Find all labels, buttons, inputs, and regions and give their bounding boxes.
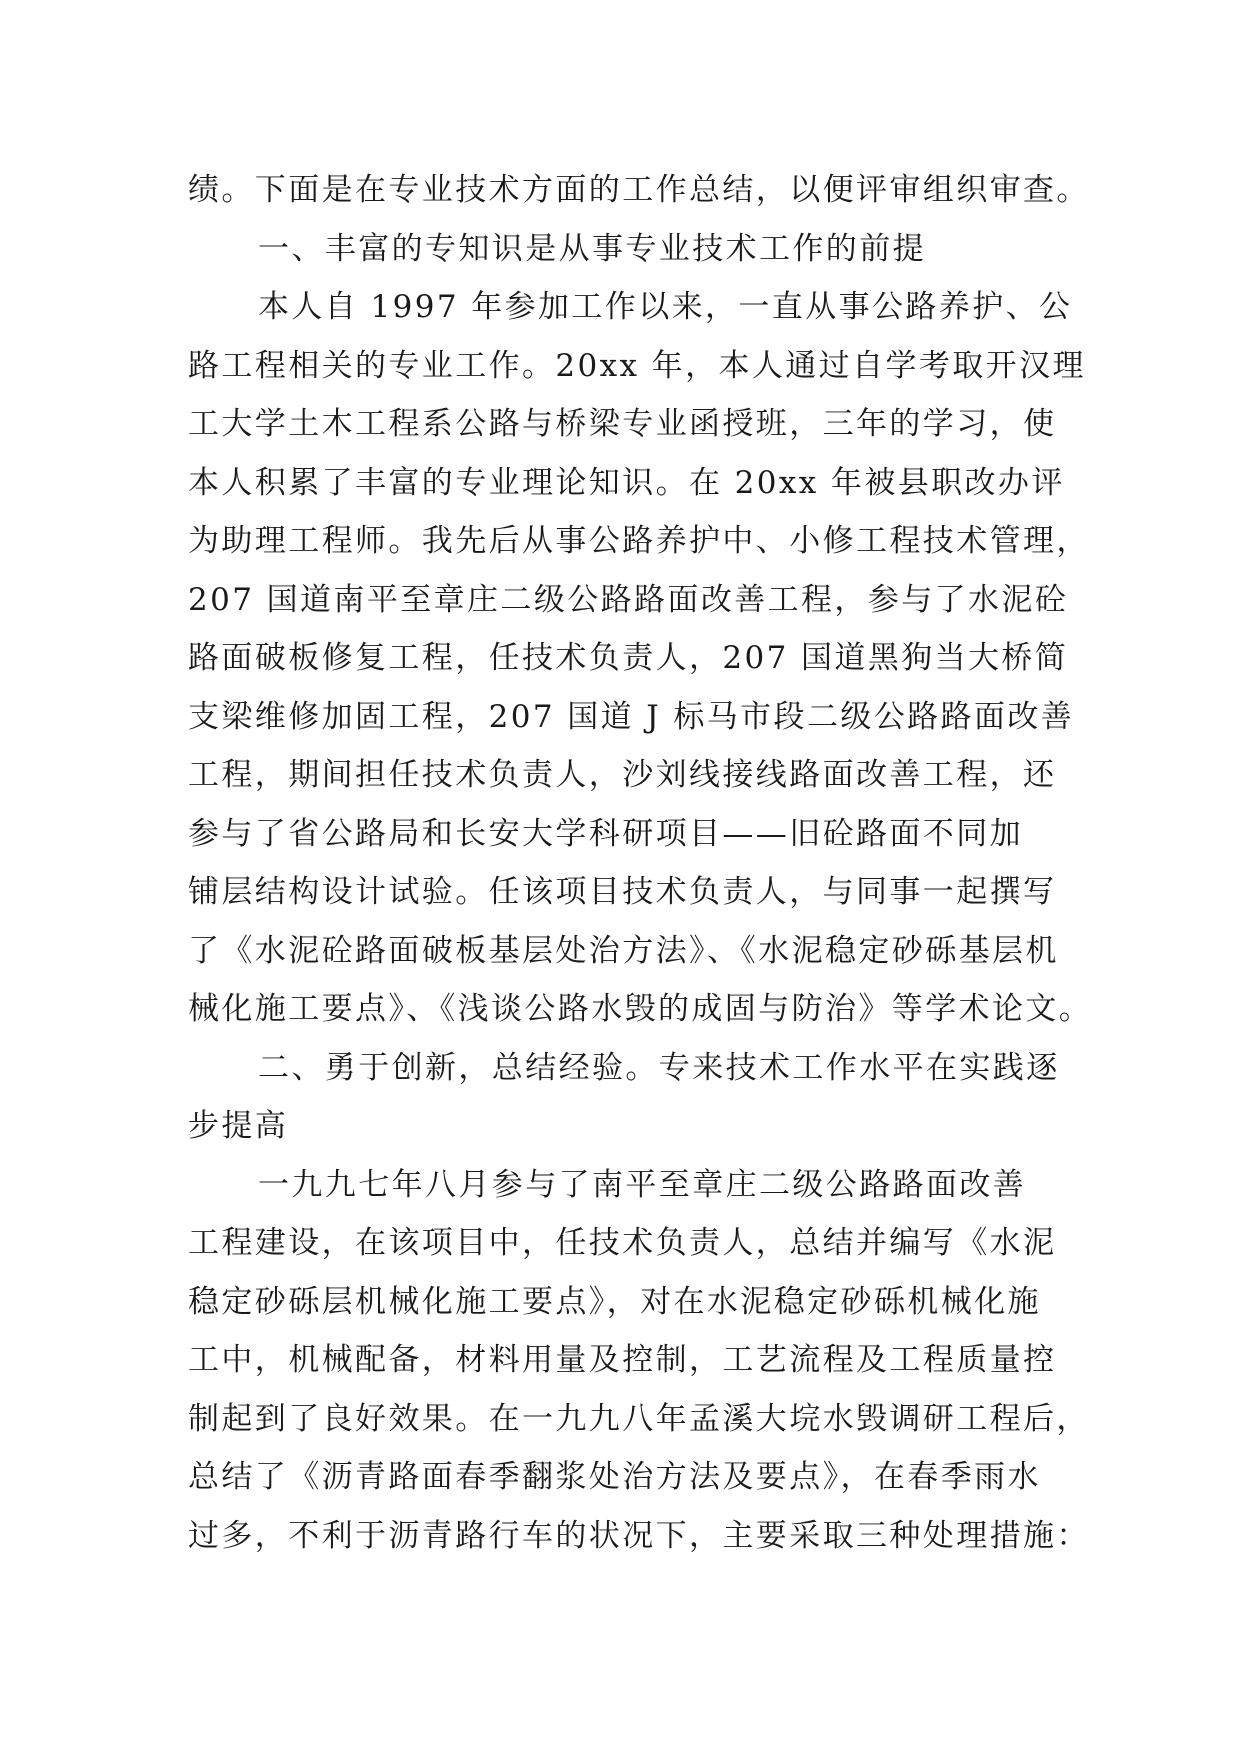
text-line: 为助理工程师。我先后从事公路养护中、小修工程技术管理，	[188, 523, 1090, 559]
text-line: 工大学土木工程系公路与桥梁专业函授班，三年的学习，使	[188, 406, 1057, 442]
text-line: 制起到了良好效果。在一九九八年孟溪大垸水毁调研工程后，	[188, 1400, 1090, 1437]
text-line: 本人自 1997 年参加工作以来，一直从事公路养护、公	[258, 289, 1073, 325]
section-heading-1: 一、丰富的专知识是从事专业技术工作的前提	[258, 230, 926, 267]
text-line: 207 国道南平至章庄二级公路路面改善工程，参与了水泥砼	[188, 581, 1069, 618]
text-line: 支梁维修加固工程，207 国道 J 标马市段二级公路路面改善	[188, 698, 1075, 735]
text-line: 械化施工要点》、《浅谈公路水毁的成固与防治》等学术论文。	[188, 991, 1093, 1027]
text-line: 总结了《沥青路面春季翻浆处治方法及要点》，在春季雨水	[188, 1459, 1041, 1495]
text-line: 一九九七年八月参与了南平至章庄二级公路路面改善	[258, 1166, 1027, 1203]
text-line: 过多，不利于沥青路行车的状况下，主要采取三种处理措施：	[188, 1517, 1090, 1554]
text-line: 绩。下面是在专业技术方面的工作总结，以便评审组织审查。	[188, 172, 1090, 208]
text-line: 参与了省公路局和长安大学科研项目——旧砼路面不同加	[188, 815, 1023, 852]
text-line: 路工程相关的专业工作。20xx 年，本人通过自学考取开汉理	[188, 347, 1086, 384]
text-line: 工程建设，在该项目中，任技术负责人，总结并编写《水泥	[188, 1225, 1057, 1261]
section-heading-2-continued: 步提高	[188, 1108, 289, 1144]
text-line: 铺层结构设计试验。任该项目技术负责人，与同事一起撰写	[188, 874, 1057, 910]
body-text	[188, 161, 1093, 1565]
text-line: 本人积累了丰富的专业理论知识。在 20xx 年被县职改办评	[188, 464, 1065, 501]
text-line: 工中，机械配备，材料用量及控制，工艺流程及工程质量控	[188, 1342, 1057, 1378]
text-line: 稳定砂砾层机械化施工要点》，对在水泥稳定砂砾机械化施	[188, 1283, 1041, 1320]
section-heading-2: 二、勇于创新，总结经验。专来技术工作水平在实践逐	[258, 1049, 1060, 1086]
text-line: 了《水泥砼路面破板基层处治方法》、《水泥稳定砂砾基层机	[188, 932, 1059, 969]
text-line: 工程，期间担任技术负责人，沙刘线接线路面改善工程，还	[188, 757, 1057, 793]
text-line: 路面破板修复工程，任技术负责人，207 国道黑狗当大桥简	[188, 640, 1069, 676]
